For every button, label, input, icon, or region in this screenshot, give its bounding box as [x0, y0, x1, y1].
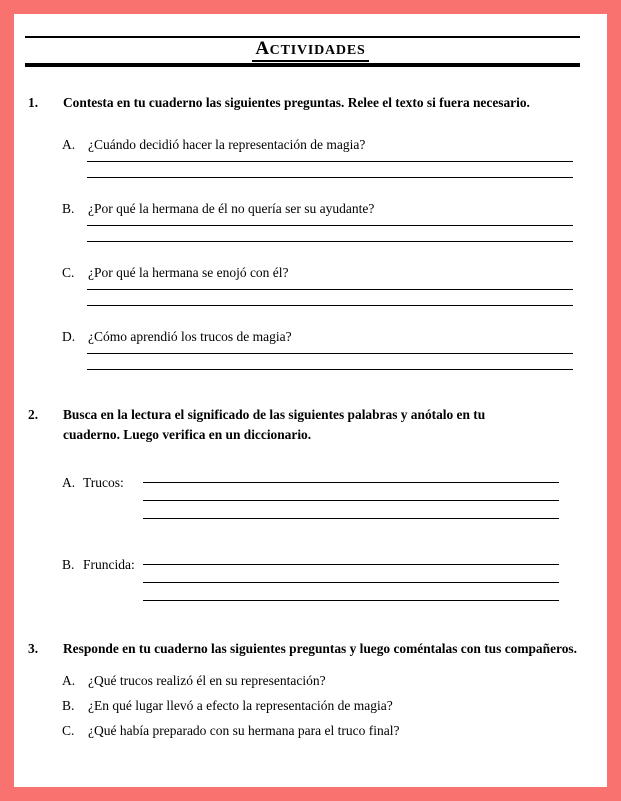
question-text: ¿Por qué la hermana de él no quería ser su ayudante? — [88, 200, 375, 216]
question-row — [62, 697, 573, 714]
answer-line — [87, 153, 573, 162]
question-label: D. — [62, 328, 76, 344]
instruction-line: compañeros. — [504, 640, 577, 656]
answer-line — [87, 290, 573, 306]
answer-line — [87, 217, 573, 226]
vocab-row — [62, 556, 559, 601]
answer-line — [87, 226, 573, 242]
question-label: B. — [62, 698, 75, 713]
answer-line — [143, 556, 559, 565]
instruction-line: cuaderno. Luego verifica en un diccionario. — [63, 427, 312, 442]
question-row — [62, 200, 573, 217]
section-3-heading — [28, 639, 591, 660]
question-text: ¿En qué lugar llevó a efecto la representación de magia? — [88, 698, 393, 713]
vocab-row — [62, 474, 559, 519]
question-row — [62, 136, 573, 153]
page-title-text — [252, 40, 368, 62]
vocab-label: B. — [62, 556, 75, 572]
instruction-line: Busca en la lectura el significado de las siguientes palabras y anótalo en tu — [63, 406, 486, 422]
section-2-heading — [28, 405, 591, 446]
question-text: ¿Qué trucos realizó él en su representación? — [88, 673, 326, 688]
header-bottom-rule — [25, 63, 580, 67]
question-block — [62, 328, 573, 370]
question-row — [62, 264, 573, 281]
question-text: ¿Cómo aprendió los trucos de magia? — [88, 328, 292, 344]
question-label: C. — [62, 264, 75, 280]
vocab-word: Trucos: — [83, 474, 124, 490]
question-label: C. — [62, 723, 75, 738]
answer-line — [87, 281, 573, 290]
section-number: 2. — [28, 406, 39, 422]
question-block — [62, 200, 573, 242]
question-text: ¿Por qué la hermana se enojó con él? — [88, 264, 289, 280]
vocab-word: Fruncida: — [83, 556, 135, 572]
question-label: A. — [62, 673, 76, 688]
question-text: ¿Cuándo decidió hacer la representación de magia? — [88, 136, 366, 152]
question-row — [62, 672, 573, 689]
section-number: 3. — [28, 640, 39, 656]
title-initial-letter: A — [255, 38, 270, 59]
header-top-rule — [25, 36, 580, 38]
section-instruction — [63, 93, 591, 114]
section-instruction — [63, 405, 591, 446]
section-instruction — [63, 639, 591, 660]
question-label: B. — [62, 200, 75, 216]
answer-line — [87, 162, 573, 178]
title-rest-letters: CTIVIDADES — [269, 43, 366, 58]
vocab-answer-lines — [143, 474, 559, 519]
answer-line — [87, 354, 573, 370]
section-number: 1. — [28, 95, 39, 110]
instruction-line: Responde en tu cuaderno las siguientes preguntas y luego coméntalas con tus — [63, 640, 502, 656]
question-label: A. — [62, 136, 76, 152]
answer-line — [143, 583, 559, 601]
instruction-line: Contesta en tu cuaderno las siguientes preguntas. Relee el texto si fuera necesario. — [63, 95, 530, 110]
worksheet-page — [14, 14, 607, 787]
section-1-heading — [28, 93, 591, 114]
vocab-answer-lines — [143, 556, 559, 601]
section-3 — [14, 639, 607, 740]
answer-line — [87, 345, 573, 354]
answer-line — [143, 483, 559, 501]
section-2 — [14, 405, 607, 601]
page-title — [14, 40, 607, 62]
answer-line — [143, 474, 559, 483]
answer-line — [143, 565, 559, 583]
question-block — [62, 672, 573, 739]
question-row — [62, 722, 573, 739]
vocab-label: A. — [62, 474, 76, 490]
answer-line — [143, 501, 559, 519]
question-block — [62, 264, 573, 306]
question-block — [62, 136, 573, 178]
section-1 — [14, 93, 607, 370]
question-text: ¿Qué había preparado con su hermana para el truco final? — [88, 723, 400, 738]
question-row — [62, 328, 573, 345]
